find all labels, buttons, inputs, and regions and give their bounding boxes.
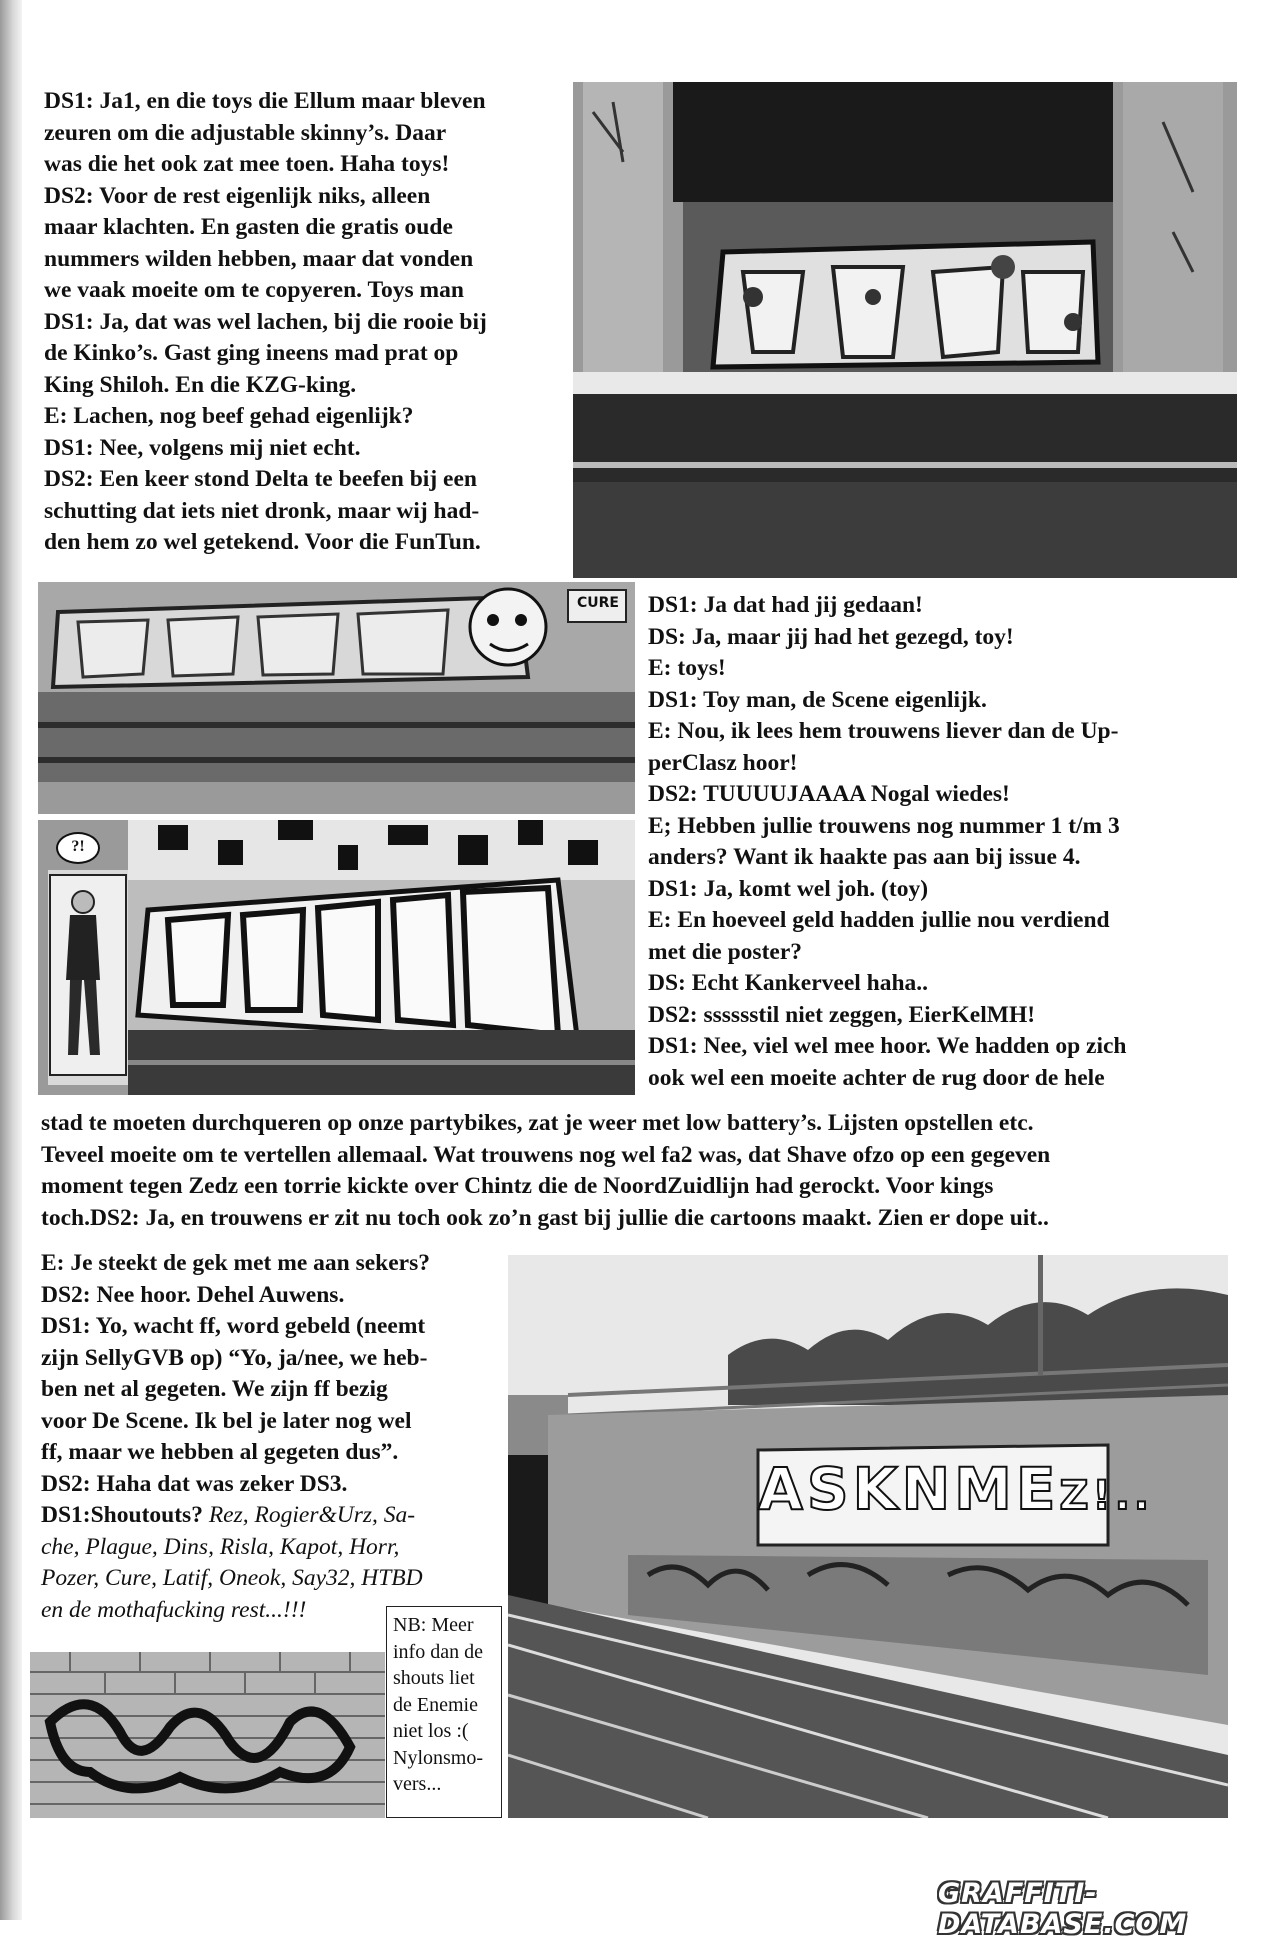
text-line: E: toys! [648,655,726,681]
text-line: ook wel een moeite achter de rug door de hele [648,1064,1105,1091]
text-line: zeuren om die adjustable skinny’s. Daar [44,119,447,146]
text-line: DS2: TUUUUJAAAA Nogal wiedes! [648,781,1010,807]
text-line: E: Lachen, nog beef gehad eigenlijk? [44,403,414,429]
nb-line: info dan de [393,1640,483,1663]
text-line: maar klachten. En gasten die gratis oude [44,214,453,240]
text-line: DS2: Voor de rest eigenlijk niks, alleen [44,182,431,209]
text-line: perClasz hoor! [648,749,798,776]
nb-line: shouts liet [393,1667,475,1689]
photo-railway-asknme [508,1255,1228,1818]
text-line: we vaak moeite om te copyeren. Toys man [44,277,464,303]
text-line: ben net al gegeten. We zijn ff bezig [41,1376,388,1402]
text-line: DS: Ja, maar jij had het gezegd, toy! [648,623,1014,650]
text-line: DS2: Een keer stond Delta te beefen bij een [44,466,477,492]
text-line: ff, maar we hebben al gegeten dus”. [41,1439,399,1465]
nb-line: vers... [393,1773,442,1795]
text-line: anders? Want ik haakte pas aan bij issue 4. [648,844,1081,870]
text-line: DS1: Ja dat had jij gedaan! [648,592,923,618]
text-line: was die het ook zat mee toen. Haha toys! [44,151,450,177]
photo-enemie-piece [38,820,635,1095]
asknme-suffix: Z!.. [1059,1473,1154,1519]
nb-note-box [386,1606,502,1818]
text-line: moment tegen Zedz een torrie kickte over Chintz die de NoordZuidlijn had gerockt. Voor kings [41,1173,994,1199]
shoutouts-names: Rez, Rogier&Urz, Sa- [208,1502,416,1528]
cure-tag-label: CURE [577,595,619,611]
interview-block-3 [41,1108,1050,1234]
photo-tunnel-piece [573,82,1237,578]
book-spine-shadow [0,0,22,1920]
shoutouts-line [41,1500,430,1532]
interview-block-2 [648,590,1126,1094]
speech-bubble [56,832,100,864]
nb-line: niet los :( [393,1720,469,1742]
text-line: DS1: Nee, viel wel mee hoor. We hadden op zich [648,1033,1127,1059]
text-line: DS1: Yo, wacht ff, word gebeld (neemt [41,1313,426,1339]
shoutouts-names: che, Plague, Dins, Risla, Kapot, Horr, [41,1533,400,1560]
speech-bubble-text: ?! [71,838,85,855]
text-line: de Kinko’s. Gast ging ineens mad prat op [44,340,459,366]
text-line: stad te moeten durchqueren op onze partybikes, zat je weer met low battery’s. Lijsten opstellen etc. [41,1110,1034,1136]
text-line: DS1: Ja, dat was wel lachen, bij die rooie bij [44,308,487,335]
text-line: schutting dat iets niet dronk, maar wij had- [44,497,480,524]
asknme-word: ASKNME [758,1455,1060,1523]
text-line: E: Je steekt de gek met me aan sekers? [41,1250,430,1276]
text-line: voor De Scene. Ik bel je later nog wel [41,1407,412,1434]
text-line: E: En hoeveel geld hadden jullie nou verdiend [648,907,1110,933]
photo-wall-enemie-character [38,582,635,814]
asknme-piece-text [758,1455,1154,1523]
shoutouts-names: en de mothafucking rest...!!! [41,1596,307,1623]
text-line: met die poster? [648,938,803,965]
text-line: DS2: sssssstil niet zeggen, EierKelMH! [648,1001,1036,1028]
text-line: Teveel moeite om te vertellen allemaal. Wat trouwens nog wel fa2 was, dat Shave ofzo op een gegeven [41,1141,1051,1168]
photo-brick-wall-tag [30,1652,385,1818]
text-line: zijn SellyGVB op) “Yo, ja/nee, we heb- [41,1344,428,1371]
nb-line: de Enemie [393,1693,478,1716]
interview-block-4 [41,1248,430,1626]
watermark: GRAFFITI-DATABASE.COM [938,1878,1188,1940]
nb-line: Nylonsmo- [393,1746,483,1769]
text-line: toch.DS2: Ja, en trouwens er zit nu toch ook zo’n gast bij jullie die cartoons maakt. Zien er dope uit.. [41,1204,1049,1231]
text-line: E: Nou, ik lees hem trouwens liever dan de Up- [648,718,1119,744]
text-line: E; Hebben jullie trouwens nog nummer 1 t/m 3 [648,812,1120,839]
text-line: DS1: Ja, komt wel joh. (toy) [648,875,929,902]
interview-block-1 [44,86,487,559]
text-line: King Shiloh. En die KZG-king. [44,371,357,398]
text-line: DS: Echt Kankerveel haha.. [648,970,929,996]
text-line: DS1: Ja1, en die toys die Ellum maar bleven [44,88,486,114]
text-line: DS2: Nee hoor. Dehel Auwens. [41,1281,345,1308]
nb-line: NB: Meer [393,1614,474,1636]
text-line: DS1: Toy man, de Scene eigenlijk. [648,686,987,713]
shoutouts-label: DS1:Shoutouts? [41,1502,203,1528]
text-line: DS1: Nee, volgens mij niet echt. [44,434,361,461]
text-line: nummers wilden hebben, maar dat vonden [44,245,474,272]
text-line: den hem zo wel getekend. Voor die FunTun. [44,529,481,555]
text-line: DS2: Haha dat was zeker DS3. [41,1470,348,1497]
shoutouts-names: Pozer, Cure, Latif, Oneok, Say32, HTBD [41,1565,423,1591]
